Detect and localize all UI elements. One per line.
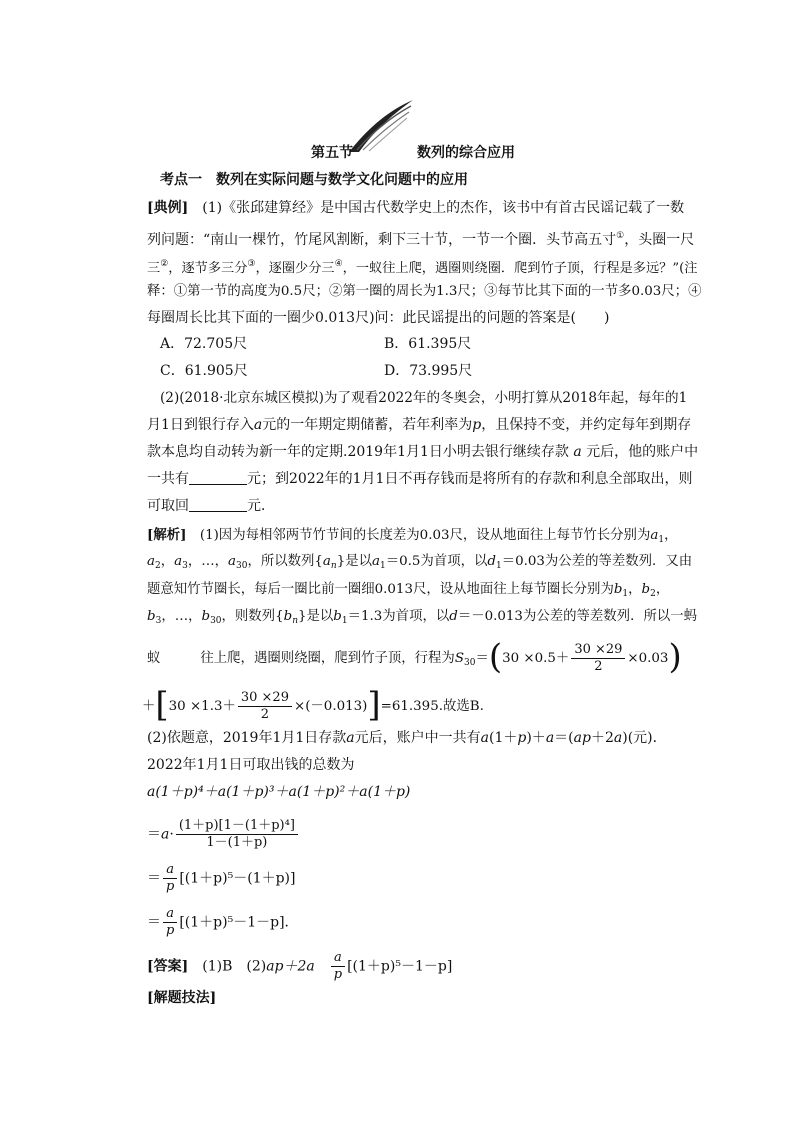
jiexi-line-4: $b_3$，…，$b_{30}$，则数列$\{b_n\}$是以$b_1=1.3$为首项，以d＝－0.013为公差的等差数列．所以一蚂	[147, 609, 698, 626]
example-tag: [典例]	[147, 200, 189, 216]
kaodian-heading: 考点一 数列在实际问题与数学文化问题中的应用	[160, 172, 468, 188]
jiexi-part2-line-2: 2022年1月1日可取出钱的总数为	[147, 757, 355, 773]
jiexi-part2-line-1: (2)依题意，2019年1月1日存款a元后，账户中一共有a(1＋p)＋a＝(ap＋2a)(元)．	[147, 730, 667, 746]
example-line-5: 每圈周长比其下面的一圈少0.013尺)问：此民谣提出的问题的答案是( )	[147, 310, 610, 326]
jiexi-line-3: 题意知竹节圈长，每后一圈比前一圈细0.013尺，设从地面往上每节圈长分别为$b_1$，$b_2$，	[147, 582, 670, 599]
formula-step-1: ＝a· $\frac{\text{(1＋p)[1－(1＋p)⁴]}}{1-(1+p)}$	[147, 818, 300, 851]
option-c: C．61.905尺	[160, 363, 248, 379]
jiexi-line-2: $a_2$，$a_3$，…，$a_{30}$，所以数列$\{a_n\}$是以$a_1=0.5$为首项，以$d_1=0.03$为公差的等差数列．又由	[147, 554, 693, 571]
option-b: B．61.395尺	[384, 336, 472, 352]
example-line-2: 列问题：“南山一棵竹，竹尾风割断，剩下三十节，一节一个圈．头节高五寸①，头圈一尺	[147, 231, 695, 248]
brush-stroke-logo	[345, 96, 417, 156]
q2-line-4: 一共有 元；到2022年的1月1日不再存钱而是将所有的存款和利息全部取出，则	[147, 471, 693, 487]
jiexi-line-1: [解析] (1)因为每相邻两节竹节间的长度差为0.03尺，设从地面往上每节竹长分别为$a_1$，	[147, 527, 678, 545]
formula-sum: a(1＋p)⁴＋a(1＋p)³＋a(1＋p)²＋a(1＋p)	[147, 784, 411, 800]
section-number: 第五节	[311, 145, 353, 161]
jiexi-line-6: ＋[30 ×1.3＋ $\frac{30 \times 29}{2}$ ×(－0.013)]=61.395.故选B.	[142, 685, 484, 725]
option-a: A．72.705尺	[160, 336, 248, 352]
example-line-1: [典例] (1)《张邱建算经》是中国古代数学史上的杰作，该书中有首古民谣记载了一数	[147, 200, 685, 216]
example-line-4: 释：①第一节的高度为0.5尺；②第一圈的周长为1.3尺；③每节比其下面的一节多0.03尺；④	[147, 284, 702, 299]
jiexi-tag: [解析]	[147, 527, 187, 543]
section-title: 数列的综合应用	[417, 145, 515, 161]
formula-step-3: ＝ $\frac{a}{p}$ [(1＋p)⁵－1－p]．	[147, 906, 299, 938]
answer-line: [答案] (1)B (2)ap＋2a $\frac{a}{p}$ [(1＋p)⁵－1－p]	[147, 950, 453, 982]
answer-blank-2[interactable]	[189, 497, 247, 512]
jiexi-line-5: 蚁 往上爬，遇圈则绕圈，爬到竹子顶，行程为$S_{30}=(30 \times 0.5+$ $\frac{30 \times 29}{2}$ ×0.03)	[147, 637, 682, 677]
example-line-3: 三②，逐节多三分③，逐圈少分三④，一蚁往上爬，遇圈则绕圈．爬到竹子顶，行程是多远？”(注	[147, 259, 698, 276]
q2-line-1: (2)(2018·北京东城区模拟)为了观看2022年的冬奥会，小明打算从2018年起，每年的1	[160, 390, 688, 406]
option-d: D．73.995尺	[384, 363, 473, 379]
q2-line-3: 款本息均自动转为新一年的定期.2019年1月1日小明去银行继续存款 a 元后，他的账户中	[147, 444, 699, 460]
q2-line-5: 可取回 元．	[147, 498, 275, 514]
formula-step-2: ＝ $\frac{a}{p}$ [(1＋p)⁵－(1＋p)]	[147, 862, 296, 894]
answer-blank-1[interactable]	[189, 470, 247, 485]
answer-tag: [答案]	[147, 958, 189, 975]
q2-line-2: 月1日到银行存入a元的一年期定期储蓄，若年利率为p，且保持不变，并约定每年到期存	[147, 417, 692, 433]
jieti-heading: [解题技法]	[147, 990, 217, 1006]
